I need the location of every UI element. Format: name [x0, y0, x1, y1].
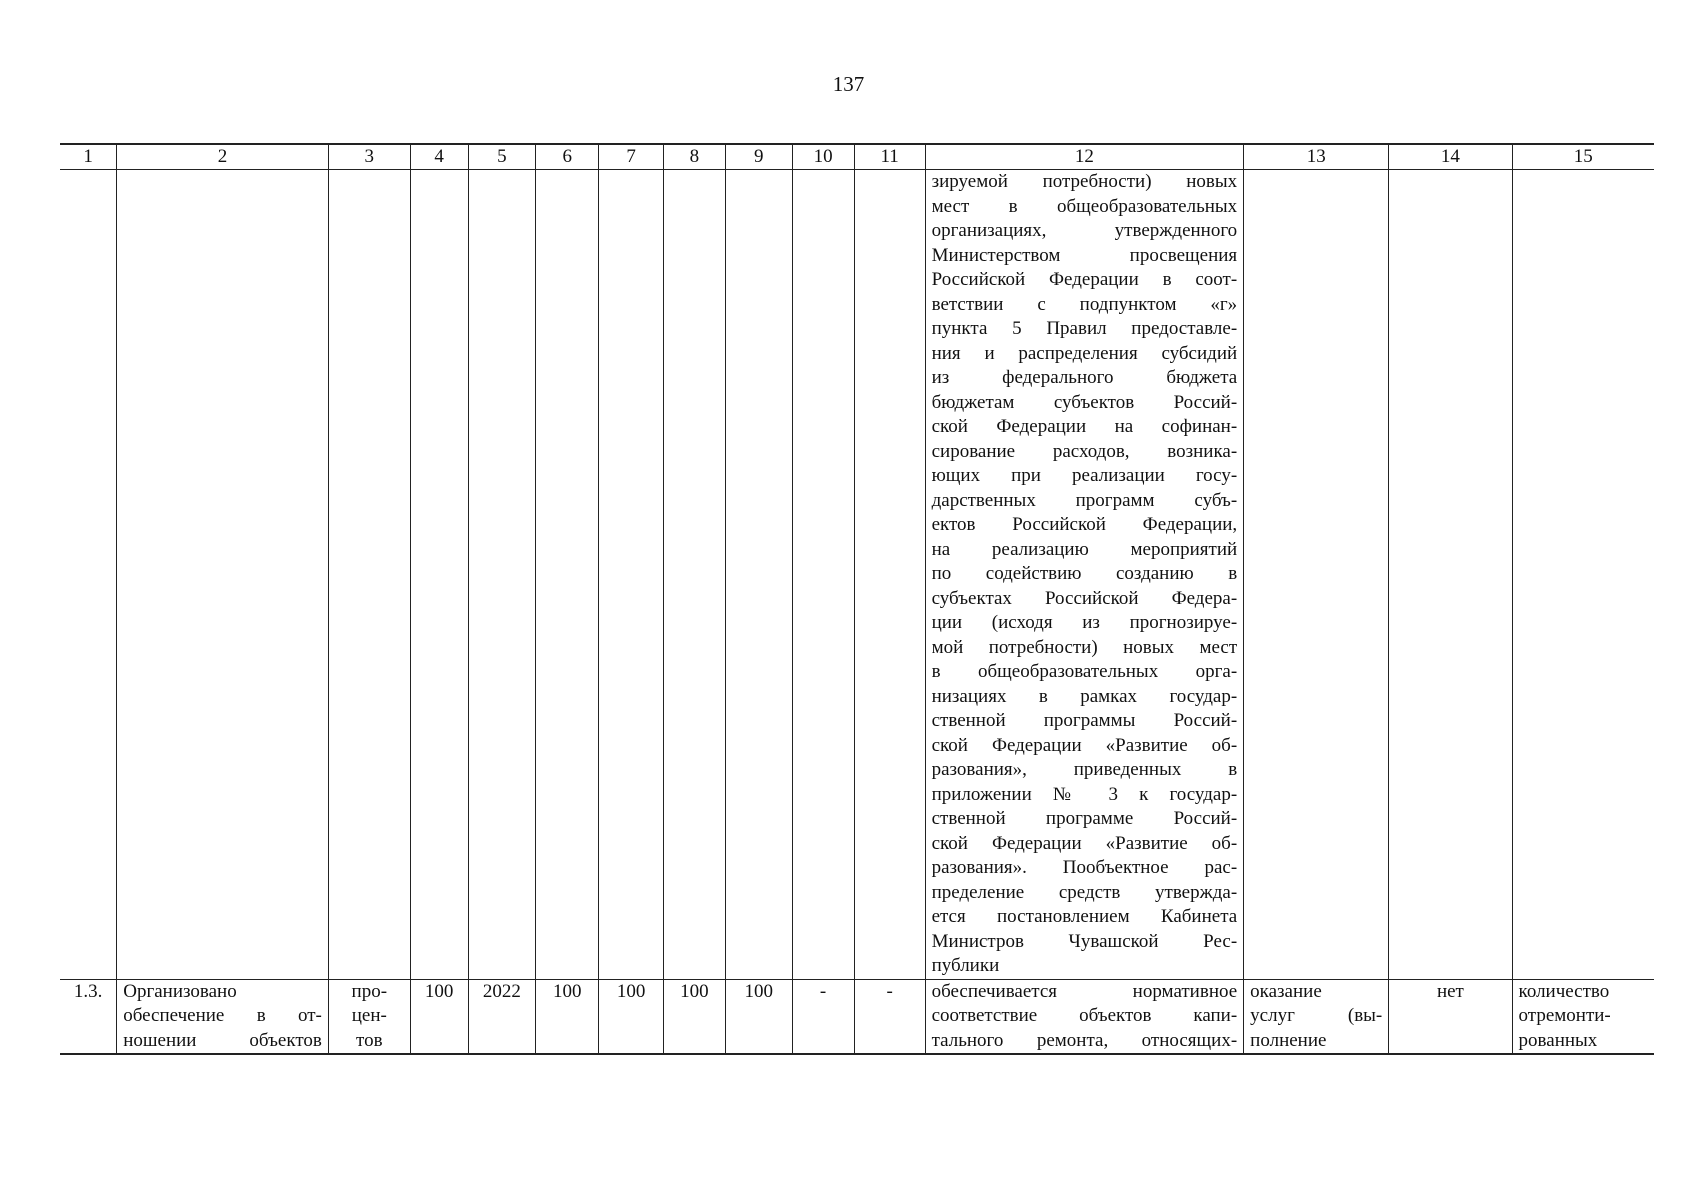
value-cell: нет: [1389, 979, 1512, 1054]
text-line: отремонти-: [1518, 1005, 1611, 1026]
col-header-9: 9: [725, 144, 792, 170]
text-line: из федерального бюджета: [931, 367, 1238, 388]
value-cell: 100: [410, 979, 468, 1054]
col-header-5: 5: [468, 144, 536, 170]
text-line: пункта 5 Правил предоставле-: [931, 318, 1238, 339]
col-header-15: 15: [1512, 144, 1654, 170]
value-cell: 100: [725, 979, 792, 1054]
cell: [60, 170, 117, 980]
text-line: мой потребности) новых мест: [931, 636, 1238, 658]
value-cell: 100: [536, 979, 599, 1054]
data-table: [60, 143, 1654, 1055]
text-line: цен-: [351, 1005, 387, 1026]
text-line: ния и распределения субсидий: [931, 342, 1238, 364]
description-cell: [925, 979, 1244, 1054]
text-line: в общеобразовательных орга-: [931, 661, 1238, 682]
table-row: [60, 979, 1654, 1054]
text-line: ственной программе Россий-: [931, 808, 1238, 829]
description-cell: [925, 170, 1244, 980]
cell: [1244, 170, 1389, 980]
text-line: ской Федерации «Развитие об-: [931, 734, 1238, 756]
text-line: зируемой потребности) новых: [931, 171, 1238, 192]
cell: [536, 170, 599, 980]
col-header-1: 1: [60, 144, 117, 170]
text-line: дарственных программ субъ-: [931, 489, 1238, 511]
col-header-10: 10: [792, 144, 854, 170]
cell: [1512, 170, 1654, 980]
row-number: 1.3.: [60, 979, 117, 1054]
page-number: 137: [832, 72, 865, 96]
col-header-7: 7: [599, 144, 663, 170]
text-line: тов: [356, 1029, 383, 1051]
text-line: Министерством просвещения: [931, 244, 1238, 266]
text-line: Министров Чувашской Рес-: [931, 930, 1238, 952]
text-line: пределение средств утвержда-: [931, 881, 1238, 903]
value-cell: 100: [599, 979, 663, 1054]
text-line: про-: [351, 980, 388, 1002]
text-line: ется постановлением Кабинета: [931, 906, 1238, 927]
header-row: [60, 144, 1654, 170]
text-line: Организовано: [123, 980, 237, 1002]
text-line: ской Федерации на софинан-: [931, 416, 1238, 437]
table-row: [60, 170, 1654, 980]
text-line: полнение: [1250, 1029, 1327, 1051]
text-line: субъектах Российской Федера-: [931, 587, 1238, 609]
text-line: ской Федерации «Развитие об-: [931, 832, 1238, 854]
col-header-11: 11: [854, 144, 925, 170]
cell: [328, 170, 410, 980]
text-line: ношении объектов: [123, 1029, 322, 1051]
col-header-2: 2: [117, 144, 329, 170]
cell: [410, 170, 468, 980]
col-header-13: 13: [1244, 144, 1389, 170]
result-cell: [1512, 979, 1654, 1054]
col-header-12: 12: [925, 144, 1244, 170]
text-line: ектов Российской Федерации,: [931, 514, 1238, 535]
text-line: Российской Федерации в соот-: [931, 269, 1238, 290]
cell: [117, 170, 329, 980]
text-line: бюджетам субъектов Россий-: [931, 391, 1238, 413]
cell: [599, 170, 663, 980]
cell: [1389, 170, 1512, 980]
col-header-14: 14: [1389, 144, 1512, 170]
cell: [468, 170, 536, 980]
text-line: ции (исходя из прогнозируе-: [931, 612, 1238, 633]
cell: [792, 170, 854, 980]
value-cell: 100: [663, 979, 725, 1054]
type-cell: [1244, 979, 1389, 1054]
text-line: низациях в рамках государ-: [931, 685, 1238, 707]
text-line: мест в общеобразовательных: [931, 195, 1238, 217]
text-line: на реализацию мероприятий: [931, 538, 1238, 560]
text-line: приложении № 3 к государ-: [931, 783, 1238, 805]
col-header-3: 3: [328, 144, 410, 170]
value-cell: -: [792, 979, 854, 1054]
text-line: разования», приведенных в: [931, 759, 1238, 780]
text-line: по содействию созданию в: [931, 563, 1238, 584]
text-line: тального ремонта, относящих-: [931, 1029, 1238, 1051]
text-line: количество: [1518, 980, 1610, 1002]
text-line: ветствии с подпунктом «г»: [931, 293, 1238, 315]
text-line: рованных: [1518, 1029, 1598, 1051]
text-line: организациях, утвержденного: [931, 220, 1238, 241]
text-line: ственной программы Россий-: [931, 710, 1238, 731]
cell: [663, 170, 725, 980]
col-header-6: 6: [536, 144, 599, 170]
col-header-4: 4: [410, 144, 468, 170]
text-line: услуг (вы-: [1250, 1005, 1383, 1026]
text-line: обеспечение в от-: [123, 1005, 322, 1026]
indicator-name: [117, 979, 329, 1054]
cell: [725, 170, 792, 980]
value-cell: -: [854, 979, 925, 1054]
text-line: соответствие объектов капи-: [931, 1005, 1238, 1026]
text-line: публики: [931, 955, 1000, 976]
text-line: разования». Пообъектное рас-: [931, 857, 1238, 878]
text-line: обеспечивается нормативное: [931, 980, 1238, 1002]
text-line: оказание: [1250, 980, 1322, 1002]
text-line: сирование расходов, возника-: [931, 440, 1238, 462]
text-line: ющих при реализации госу-: [931, 465, 1238, 486]
unit-cell: [328, 979, 410, 1054]
year-cell: 2022: [468, 979, 536, 1054]
col-header-8: 8: [663, 144, 725, 170]
cell: [854, 170, 925, 980]
